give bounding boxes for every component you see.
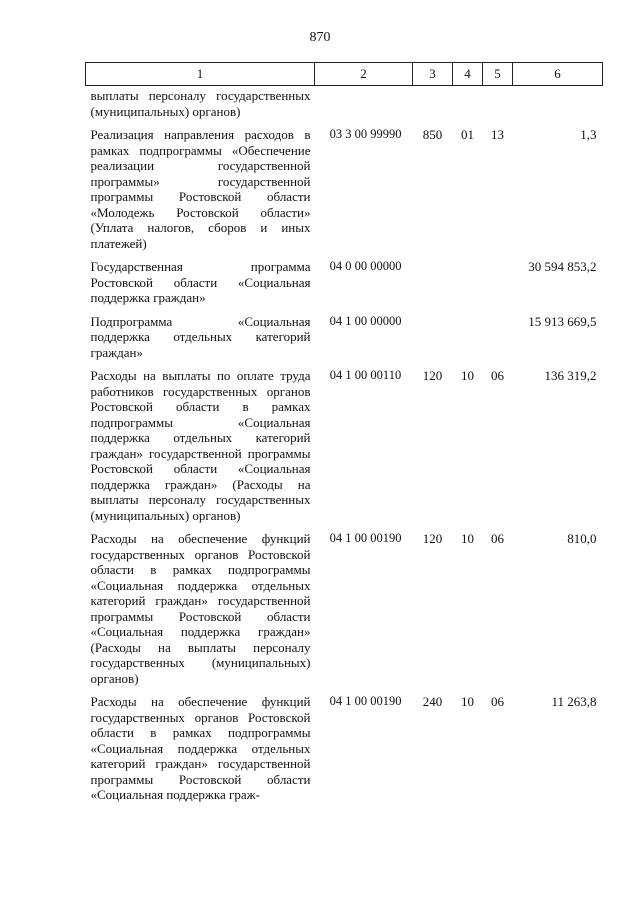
row-target-code: 04 1 00 00110 [329, 368, 402, 382]
row-expense-type [413, 314, 453, 369]
row-subsection: 06 [491, 531, 504, 546]
row-expense-type: 120 [422, 368, 443, 383]
table-row [86, 694, 603, 811]
table-row [86, 86, 603, 128]
table-row [86, 127, 603, 259]
row-target-code: 03 3 00 99990 [329, 127, 402, 141]
header-col-5: 5 [483, 63, 513, 86]
row-name: Подпрограмма «Социальная поддержка отдельных категорий граждан» [90, 313, 311, 360]
row-amount: 1,3 [580, 127, 597, 142]
table-row [86, 531, 603, 694]
row-name: Расходы на обеспечение функций государственных органов Ростовской области в рамках подпрограммы «Социальная поддержка отдельных категорий граждан» государственной программы Ростовской области «Социальная поддержка граж- [90, 694, 311, 802]
row-section [453, 314, 483, 369]
budget-table [85, 62, 603, 811]
table-row [86, 368, 603, 531]
row-amount: 810,0 [567, 531, 597, 546]
header-col-4: 4 [453, 63, 483, 86]
row-target-code: 04 1 00 00190 [329, 694, 402, 708]
row-section: 10 [461, 694, 474, 709]
row-expense-type: 120 [422, 531, 443, 546]
table-row [86, 314, 603, 369]
row-target-code: 04 0 00 00000 [329, 259, 402, 273]
row-target-code [315, 86, 413, 128]
row-amount [513, 86, 603, 128]
row-name: Государственная программа Ростовской области «Социальная поддержка граждан» [90, 259, 311, 305]
header-col-3: 3 [413, 63, 453, 86]
row-section: 01 [461, 127, 474, 142]
header-col-2: 2 [315, 63, 413, 86]
page-number: 870 [309, 30, 331, 45]
row-amount: 30 594 853,2 [528, 259, 597, 274]
row-section [453, 259, 483, 314]
row-expense-type [413, 86, 453, 128]
header-col-6: 6 [513, 63, 603, 86]
row-section [453, 86, 483, 128]
row-expense-type [413, 259, 453, 314]
row-name: Расходы на обеспечение функций государственных органов Ростовской области в рамках подпрограммы «Социальная поддержка отдельных категорий граждан» государственной программы Ростовской области «Социальная поддержка граждан» (Расходы на выплаты персоналу государственных (муниципальных) органов) [90, 531, 311, 686]
row-name: Реализация направления расходов в рамках подпрограммы «Обеспечение реализации государственной программы» государственной программы Ростовской области «Молодежь Ростовской области» (Уплата налогов, сборов и иных платежей) [90, 127, 311, 251]
row-subsection: 06 [491, 368, 504, 383]
row-amount: 15 913 669,5 [528, 313, 597, 329]
row-section: 10 [461, 368, 474, 383]
table-row [86, 259, 603, 314]
row-subsection [483, 314, 513, 369]
row-subsection: 13 [491, 127, 504, 142]
header-row [86, 63, 603, 86]
row-target-code: 04 1 00 00000 [329, 313, 402, 328]
row-amount: 136 319,2 [544, 368, 597, 383]
row-amount: 11 263,8 [551, 694, 597, 709]
header-col-1: 1 [86, 63, 315, 86]
row-subsection [483, 86, 513, 128]
row-name: Расходы на выплаты по оплате труда работников государственных органов Ростовской области в рамках подпрограммы «Социальная поддержка отдельных категорий граждан» государственной программы Ростовской области «Социальная поддержка граждан» (Расходы на выплаты персоналу государственных (муниципальных) органов) [90, 368, 311, 523]
row-subsection: 06 [491, 694, 504, 709]
row-target-code: 04 1 00 00190 [329, 531, 402, 545]
row-expense-type: 240 [422, 694, 443, 709]
row-name: выплаты персоналу государственных (муниципальных) органов) [90, 88, 311, 119]
row-section: 10 [461, 531, 474, 546]
row-subsection [483, 259, 513, 314]
row-expense-type: 850 [422, 127, 443, 142]
